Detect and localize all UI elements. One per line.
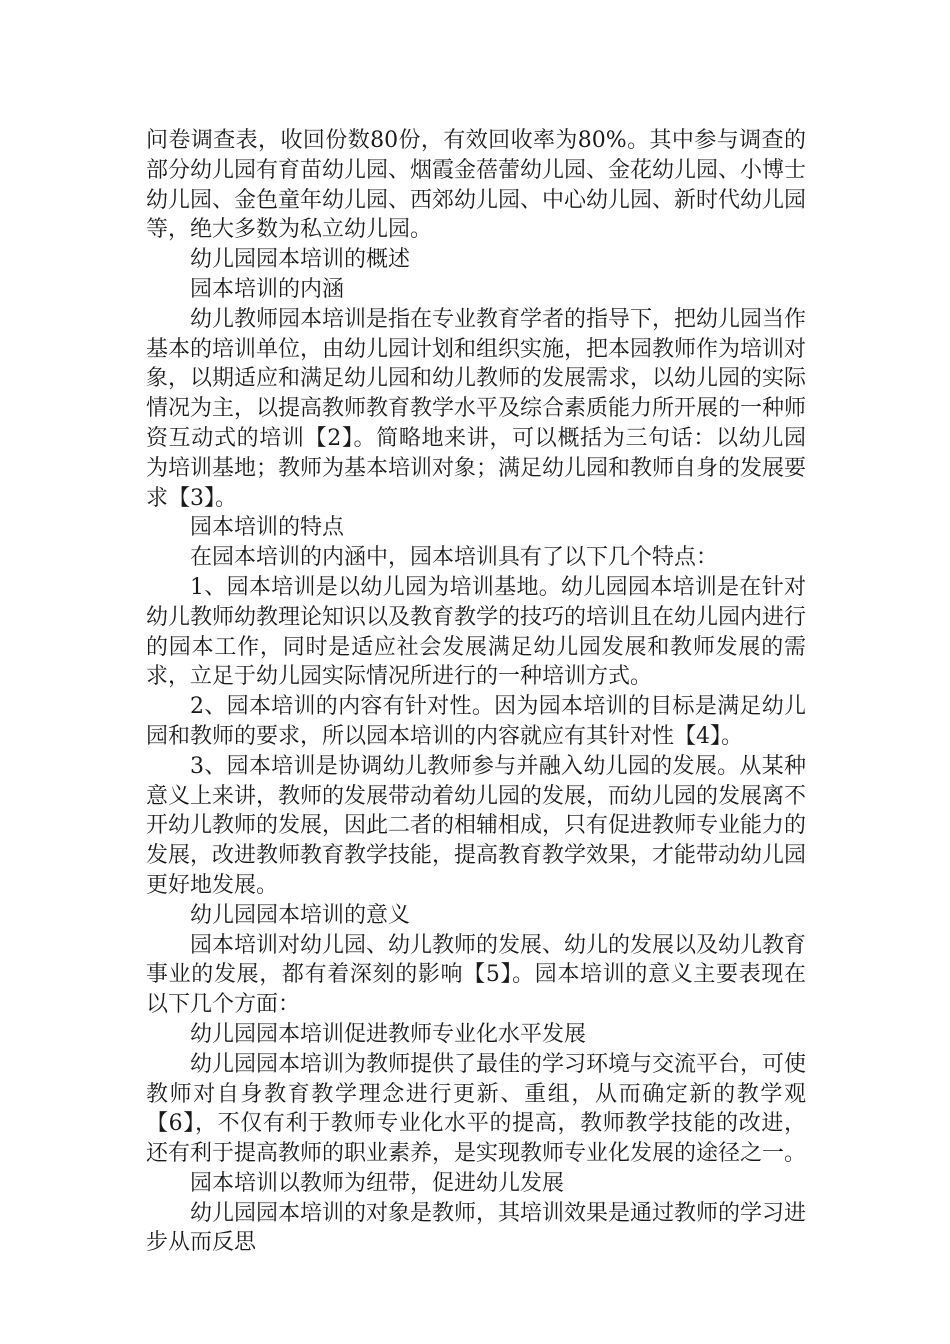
paragraph-child-development: 幼儿园园本培训的对象是教师，其培训效果是通过教师的学习进步从而反思 — [146, 1200, 807, 1256]
heading-overview: 幼儿园园本培训的概述 — [190, 247, 411, 273]
heading-teacher-professionalization: 幼儿园园本培训促进教师专业化水平发展 — [190, 1021, 587, 1047]
paragraph-connotation: 幼儿教师园本培训是指在专业教育学者的指导下，把幼儿园当作基本的培训单位，由幼儿园计划和组织实施，把本园教师作为培训对象，以期适应和满足幼儿园和幼儿教师的发展需求，以幼儿园的实际情况为主，以提高教师教育教学水平及综合素质能力所开展的一种师资互动式的培训【2】。简略地来讲，可以概括为三句话：以幼儿园为培训基地；教师为基本培训对象；满足幼儿园和教师自身的发展要求【3】。 — [146, 306, 807, 511]
heading-child-development: 园本培训以教师为纽带，促进幼儿发展 — [190, 1170, 565, 1196]
paragraph-survey-summary: 问卷调查表，收回份数80份，有效回收率为80%。其中参与调查的部分幼儿园有育苗幼儿园、烟霞金蓓蕾幼儿园、金花幼儿园、小博士幼儿园、金色童年幼儿园、西郊幼儿园、中心幼儿园、新时代幼儿园等，绝大多数为私立幼儿园。 — [146, 128, 807, 243]
heading-significance: 幼儿园园本培训的意义 — [190, 902, 411, 928]
heading-connotation: 园本培训的内涵 — [190, 276, 345, 302]
paragraph-features-intro: 在园本培训的内涵中，园本培训具有了以下几个特点： — [190, 545, 719, 571]
paragraph-teacher-professionalization: 幼儿园园本培训为教师提供了最佳的学习环境与交流平台，可使教师对自身教育教学理念进行更新、重组，从而确定新的教学观【6】，不仅有利于教师专业化水平的提高，教师教学技能的改进，还有利于提高教师的职业素养，是实现教师专业化发展的途径之一。 — [146, 1051, 807, 1167]
paragraph-feature-1: 1、园本培训是以幼儿园为培训基地。幼儿园园本培训是在针对幼儿教师幼教理论知识以及教育教学的技巧的培训且在幼儿园内进行的园本工作，同时是适应社会发展满足幼儿园发展和教师发展的需求，立足于幼儿园实际情况所进行的一种培训方式。 — [146, 574, 807, 690]
document-body — [146, 126, 806, 1258]
paragraph-feature-2: 2、园本培训的内容有针对性。因为园本培训的目标是满足幼儿园和教师的要求，所以园本培训的内容就应有其针对性【4】。 — [146, 694, 806, 749]
heading-features: 园本培训的特点 — [190, 515, 345, 541]
paragraph-significance-intro: 园本培训对幼儿园、幼儿教师的发展、幼儿的发展以及幼儿教育事业的发展，都有着深刻的影响【5】。园本培训的意义主要表现在以下几个方面： — [146, 932, 807, 1018]
paragraph-feature-3: 3、园本培训是协调幼儿教师参与并融入幼儿园的发展。从某种意义上来讲，教师的发展带动着幼儿园的发展，而幼儿园的发展离不开幼儿教师的发展，因此二者的相辅相成，只有促进教师专业能力的发展，改进教师教育教学技能，提高教育教学效果，才能带动幼儿园更好地发展。 — [146, 753, 807, 898]
